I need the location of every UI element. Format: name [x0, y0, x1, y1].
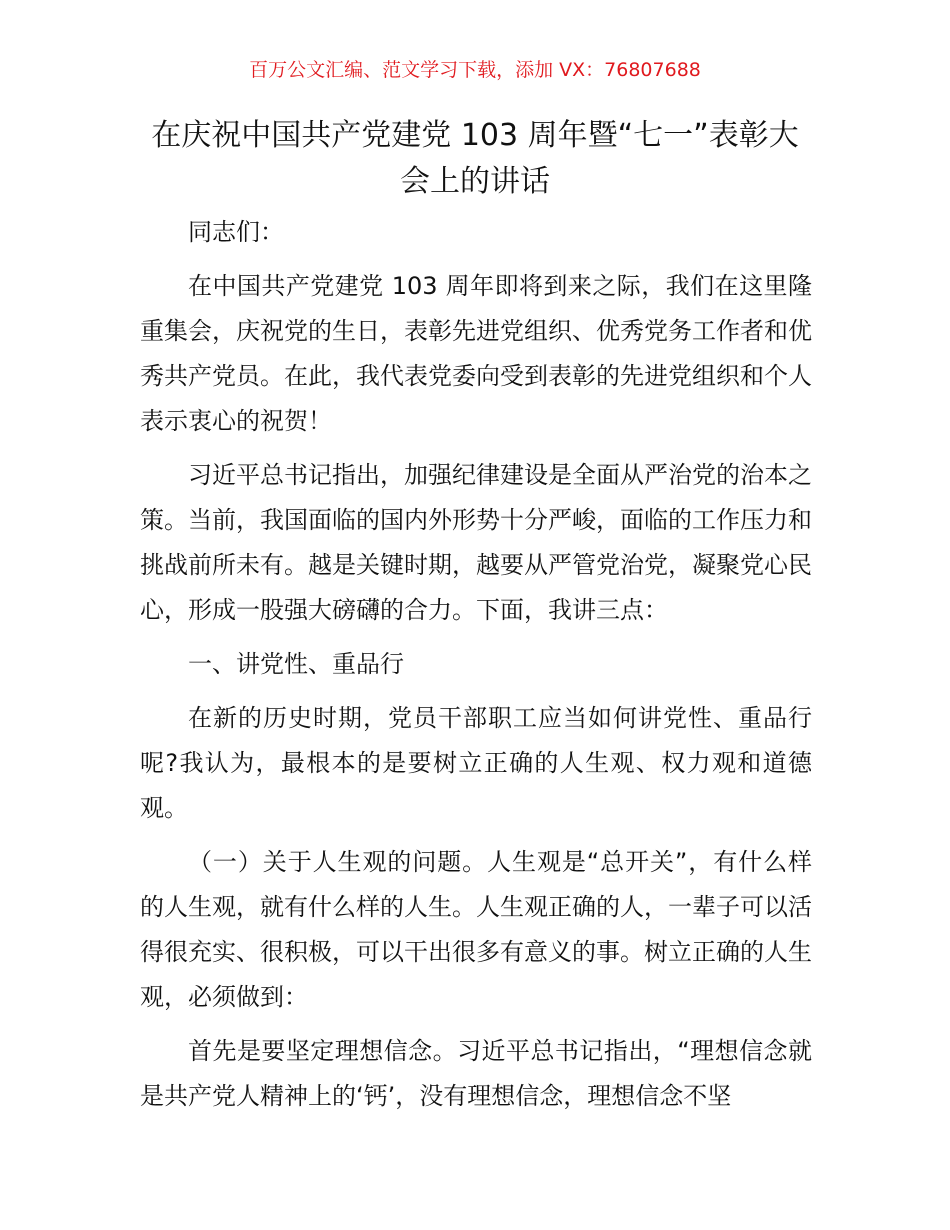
paragraph: （一）关于人生观的问题。人生观是“总开关”，有什么样的人生观，就有什么样的人生。人生观正确的人，一辈子可以活得很充实、很积极，可以干出很多有意义的事。树立正确的人生观，必须做到： — [140, 848, 812, 1011]
salutation: 同志们： — [188, 218, 284, 246]
section-heading: 一、讲党性、重品行 — [188, 650, 404, 678]
paragraph: 首先是要坚定理想信念。习近平总书记指出，“理想信念就是共产党人精神上的‘钙’，没有理想信念，理想信念不坚 — [140, 1037, 812, 1110]
paragraph: 在新的历史时期，党员干部职工应当如何讲党性、重品行呢?我认为，最根本的是要树立正确的人生观、权力观和道德观。 — [140, 704, 812, 822]
document-title: 在庆祝中国共产党建党 103 周年暨“七一”表彰大会上的讲话 — [151, 118, 799, 199]
paragraph: 在中国共产党建党 103 周年即将到来之际，我们在这里隆重集会，庆祝党的生日，表彰先进党组织、优秀党务工作者和优秀共产党员。在此，我代表党委向受到表彰的先进党组织和个人表示衷心的祝贺！ — [140, 272, 812, 435]
promo-header-note: 百万公文汇编、范文学习下载，添加 VX：76807688 — [249, 59, 701, 81]
paragraph: 习近平总书记指出，加强纪律建设是全面从严治党的治本之策。当前，我国面临的国内外形势十分严峻，面临的工作压力和挑战前所未有。越是关键时期，越要从严管党治党，凝聚党心民心，形成一股强大磅礴的合力。下面，我讲三点： — [140, 461, 812, 624]
document-body — [140, 210, 812, 1128]
